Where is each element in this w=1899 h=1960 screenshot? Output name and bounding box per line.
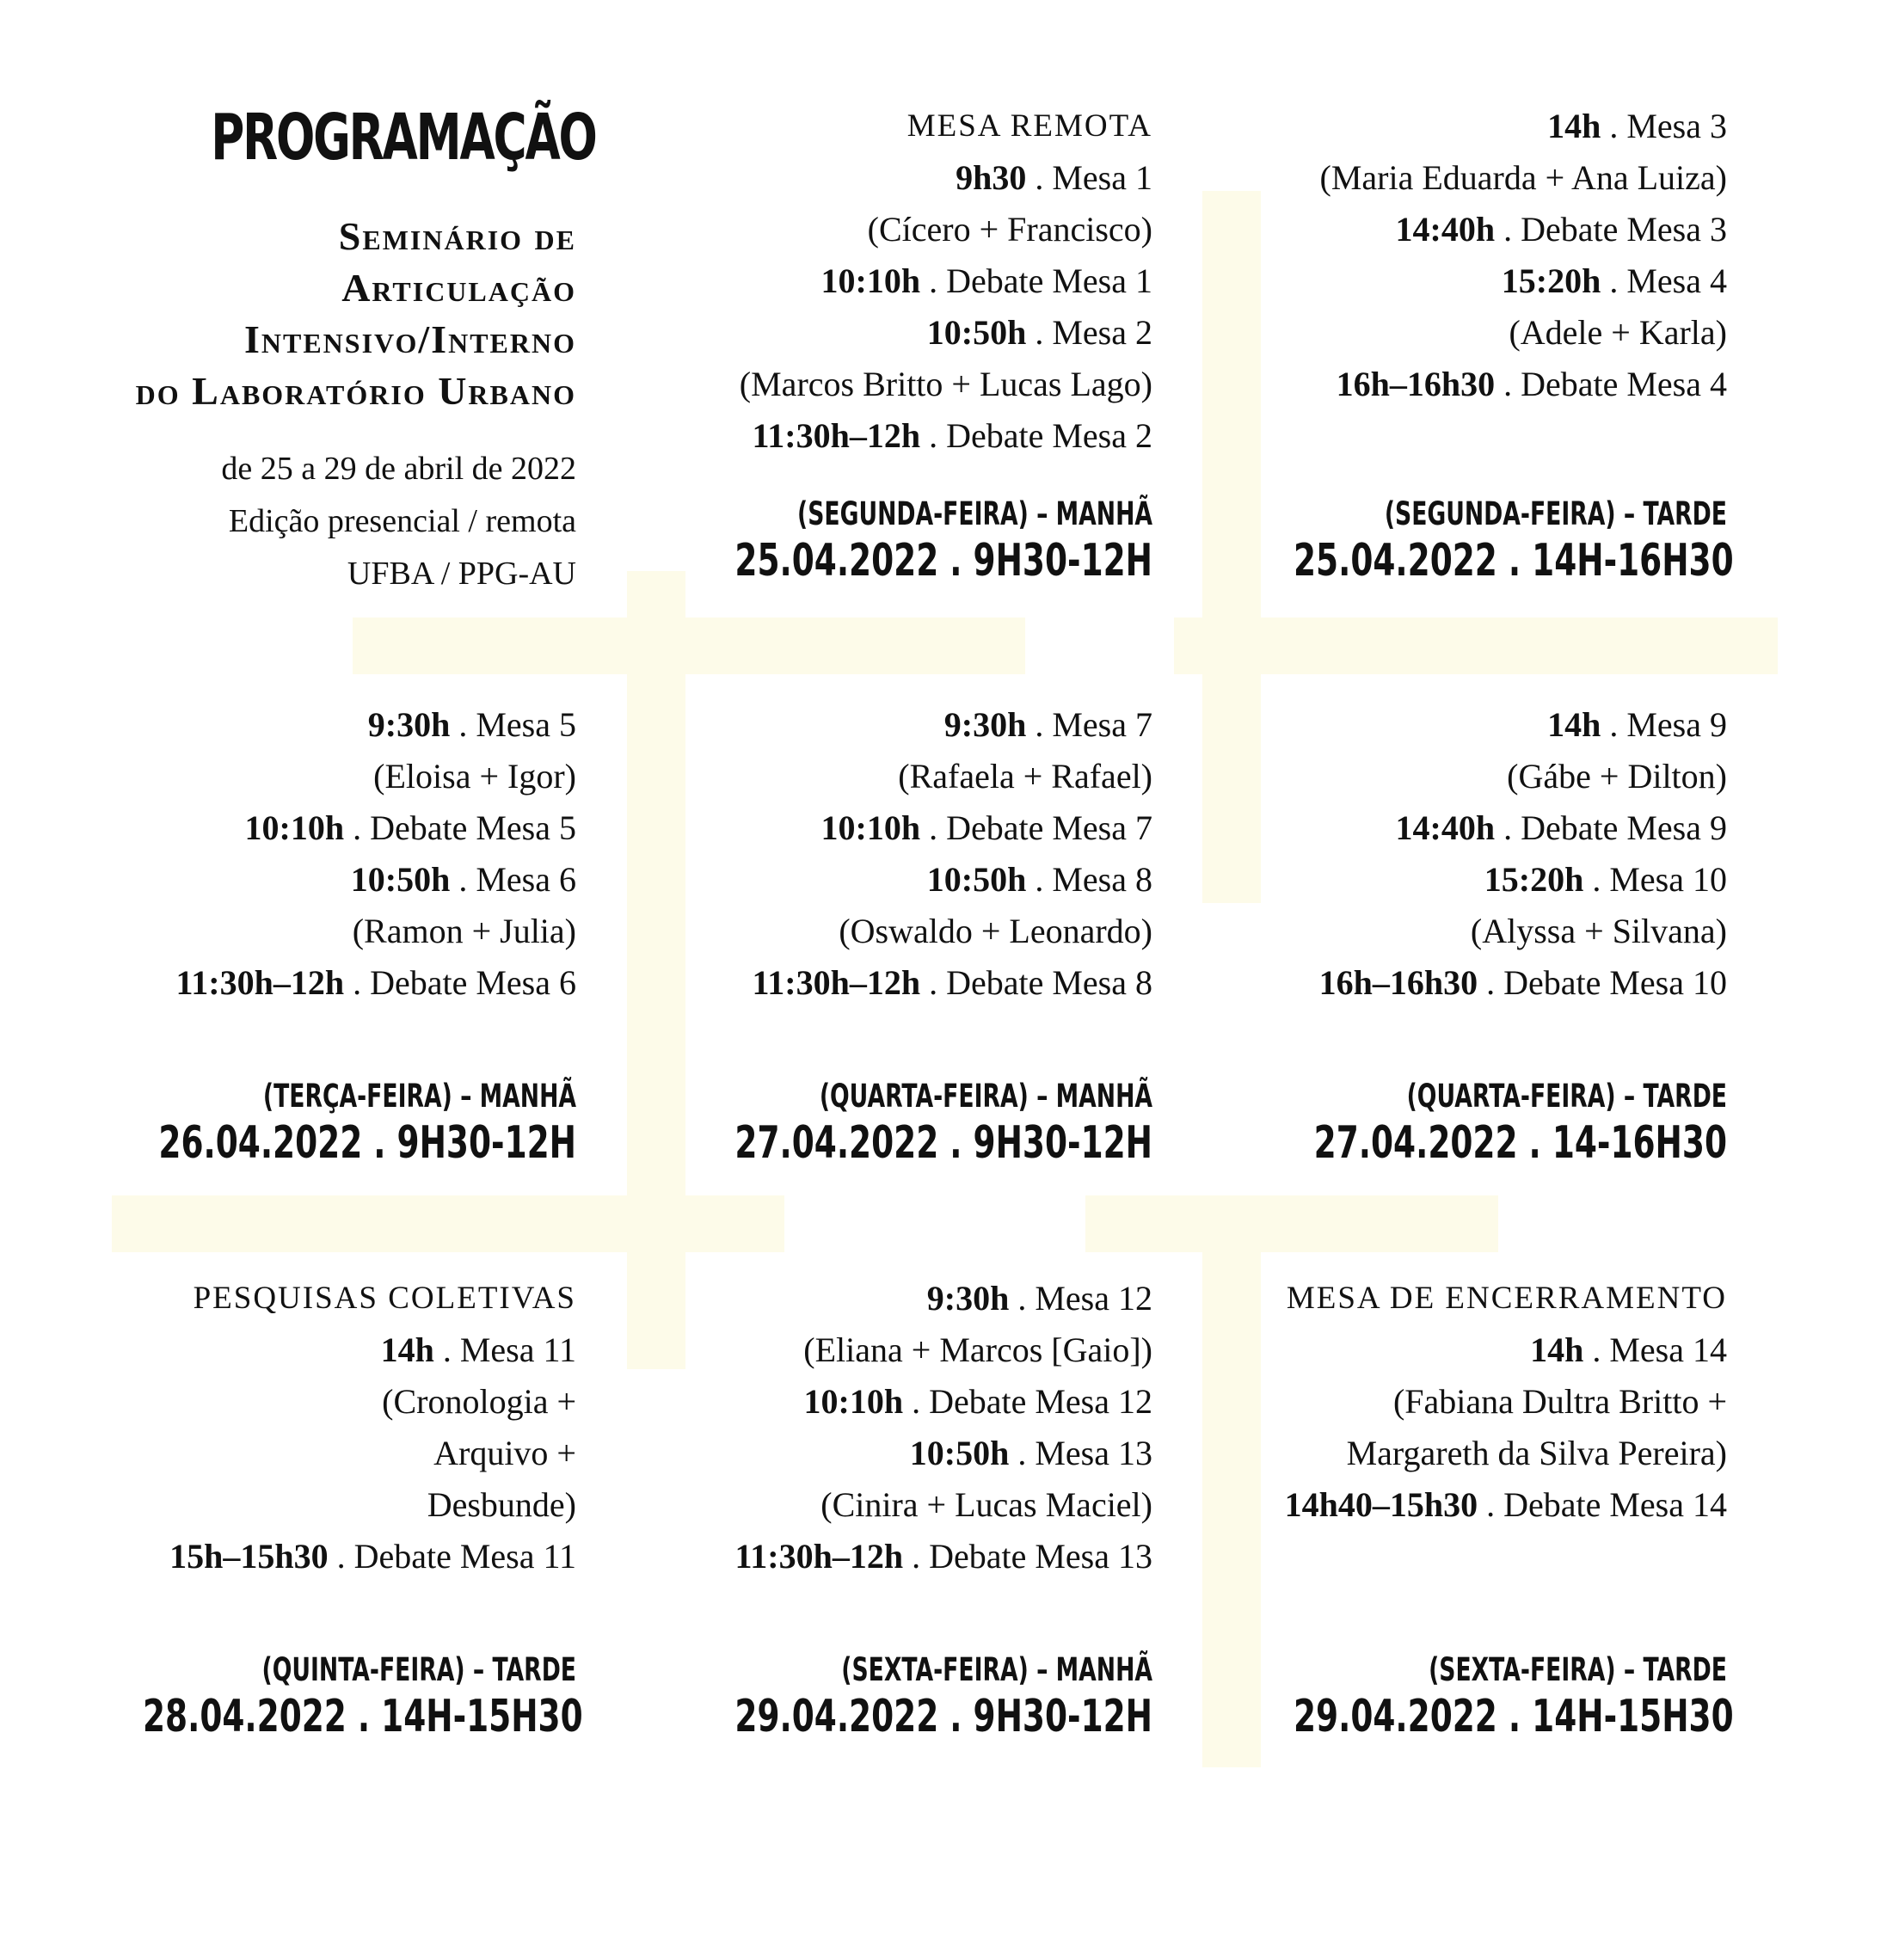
schedule-line — [60, 957, 576, 1009]
schedule-line — [60, 1428, 576, 1479]
schedule-text: (Cinira + Lucas Maciel) — [820, 1485, 1152, 1524]
session-footer — [1125, 1649, 1734, 1742]
schedule-time: 11:30h–12h — [734, 1537, 904, 1576]
schedule-line — [60, 906, 576, 957]
schedule-line — [1211, 1376, 1727, 1428]
schedule-time: 14:40h — [1395, 808, 1496, 847]
schedule-text: . Mesa 12 — [1009, 1279, 1152, 1318]
session-day-label: (SEGUNDA-FEIRA) – TARDE — [1384, 495, 1727, 532]
schedule-line — [1211, 802, 1727, 854]
schedule-time: 10:10h — [820, 808, 921, 847]
schedule-text: (Fabiana Dultra Britto + — [1392, 1382, 1727, 1421]
schedule-line — [636, 906, 1152, 957]
schedule-text: (Eliana + Marcos [Gaio]) — [803, 1330, 1152, 1369]
schedule-line — [636, 699, 1152, 751]
session-day-label: (QUARTA-FEIRA) – TARDE — [1406, 1078, 1727, 1115]
session-footer — [550, 493, 1152, 586]
session-footer — [1125, 1075, 1727, 1168]
schedule-text: . Debate Mesa 4 — [1495, 365, 1727, 403]
schedule-time: 9:30h — [943, 705, 1027, 744]
schedule-line — [60, 1376, 576, 1428]
schedule-line — [636, 957, 1152, 1009]
session-heading: MESA DE ENCERRAMENTO — [1286, 1281, 1727, 1316]
schedule-line — [1211, 152, 1727, 204]
seminar-title-line: Seminário de — [338, 214, 576, 258]
schedule-line — [1211, 699, 1727, 751]
schedule-text: . Debate Mesa 6 — [344, 963, 576, 1002]
schedule-line — [60, 802, 576, 854]
session-schedule — [60, 699, 576, 1009]
schedule-text: (Oswaldo + Leonardo) — [839, 912, 1152, 950]
schedule-time: 14h — [380, 1330, 434, 1369]
session-heading: PESQUISAS COLETIVAS — [193, 1281, 576, 1316]
schedule-text: (Gábe + Dilton) — [1507, 757, 1727, 796]
schedule-line — [1211, 307, 1727, 359]
schedule-line — [1211, 1479, 1727, 1531]
schedule-line — [60, 1324, 576, 1376]
schedule-text: Margareth da Silva Pereira) — [1346, 1434, 1727, 1472]
session-date-label: 25.04.2022 . 14H-16H30 — [1294, 535, 1734, 587]
schedule-time: 10:50h — [909, 1434, 1010, 1472]
schedule-text: . Debate Mesa 3 — [1495, 210, 1727, 249]
schedule-time: 14h — [1547, 705, 1601, 744]
session-footer — [0, 1649, 583, 1742]
schedule-text: . Mesa 10 — [1583, 860, 1727, 899]
schedule-line — [636, 854, 1152, 906]
session-date-label: 27.04.2022 . 14-16H30 — [1313, 1117, 1727, 1169]
schedule-line — [636, 255, 1152, 307]
schedule-text: (Alyssa + Silvana) — [1470, 912, 1727, 950]
schedule-line — [1211, 854, 1727, 906]
schedule-text: (Rafaela + Rafael) — [898, 757, 1152, 796]
schedule-text: . Mesa 3 — [1601, 107, 1727, 145]
schedule-time: 9h30 — [956, 158, 1027, 197]
schedule-time: 15:20h — [1484, 860, 1584, 899]
session-date-label: 25.04.2022 . 9H30-12H — [734, 535, 1152, 587]
schedule-time: 10:10h — [820, 261, 921, 300]
schedule-text: . Debate Mesa 9 — [1495, 808, 1727, 847]
session-date-label: 26.04.2022 . 9H30-12H — [158, 1117, 576, 1169]
schedule-text: . Mesa 9 — [1601, 705, 1727, 744]
schedule-line — [636, 307, 1152, 359]
schedule-time: 14:40h — [1395, 210, 1496, 249]
event-info — [69, 443, 576, 600]
schedule-text: . Debate Mesa 13 — [903, 1537, 1152, 1576]
decor-cross-left-horizontal — [353, 617, 1025, 674]
schedule-text: . Mesa 14 — [1583, 1330, 1727, 1369]
schedule-line — [1211, 204, 1727, 255]
schedule-text: . Mesa 13 — [1009, 1434, 1152, 1472]
schedule-line — [636, 1376, 1152, 1428]
schedule-time: 10:10h — [244, 808, 345, 847]
session-day-label: (QUINTA-FEIRA) – TARDE — [261, 1651, 576, 1688]
session-day-label: (TERÇA-FEIRA) – MANHÃ — [262, 1078, 576, 1115]
schedule-text: (Cronologia + — [382, 1382, 576, 1421]
session-schedule — [60, 1273, 576, 1582]
session-schedule — [1211, 699, 1727, 1009]
session-heading: MESA REMOTA — [906, 108, 1152, 144]
schedule-time: 10:50h — [350, 860, 451, 899]
schedule-text: . Mesa 5 — [450, 705, 576, 744]
schedule-text: . Mesa 6 — [450, 860, 576, 899]
decor-cross-bottom-right-horizontal — [1085, 1195, 1498, 1252]
seminar-title-line: Intensivo/Interno — [243, 317, 576, 361]
page-title: PROGRAMAÇÃO — [211, 101, 596, 175]
schedule-line — [636, 204, 1152, 255]
schedule-line — [636, 410, 1152, 462]
schedule-line — [636, 359, 1152, 410]
schedule-line — [636, 152, 1152, 204]
schedule-time: 11:30h–12h — [752, 963, 921, 1002]
schedule-text: Desbunde) — [427, 1485, 576, 1524]
schedule-time: 14h — [1547, 107, 1601, 145]
session-day-label: (SEXTA-FEIRA) – TARDE — [1429, 1651, 1727, 1688]
schedule-time: 11:30h–12h — [752, 416, 921, 455]
schedule-line — [1211, 101, 1727, 152]
schedule-text: . Debate Mesa 1 — [920, 261, 1152, 300]
schedule-line — [636, 1324, 1152, 1376]
schedule-line — [1211, 255, 1727, 307]
session-footer — [550, 1649, 1152, 1742]
schedule-text: . Debate Mesa 10 — [1478, 963, 1727, 1002]
schedule-time: 16h–16h30 — [1336, 365, 1496, 403]
session-schedule — [636, 1273, 1152, 1582]
decor-cross-bottom-left-horizontal — [112, 1195, 784, 1252]
schedule-line — [636, 802, 1152, 854]
session-schedule — [1211, 101, 1727, 410]
event-venue: UFBA / PPG-AU — [347, 556, 576, 592]
seminar-title — [69, 211, 576, 417]
schedule-text: . Debate Mesa 7 — [920, 808, 1152, 847]
schedule-text: (Maria Eduarda + Ana Luiza) — [1319, 158, 1727, 197]
session-schedule — [636, 101, 1152, 462]
session-day-label: (SEGUNDA-FEIRA) – MANHÃ — [797, 495, 1152, 532]
schedule-time: 11:30h–12h — [175, 963, 345, 1002]
schedule-text: Arquivo + — [433, 1434, 576, 1472]
schedule-text: . Mesa 2 — [1026, 313, 1152, 352]
schedule-line — [636, 1479, 1152, 1531]
schedule-line — [636, 1428, 1152, 1479]
schedule-text: . Debate Mesa 11 — [328, 1537, 576, 1576]
schedule-text: . Debate Mesa 2 — [920, 416, 1152, 455]
schedule-line — [60, 699, 576, 751]
session-date-label: 29.04.2022 . 9H30-12H — [734, 1691, 1152, 1742]
session-footer — [550, 1075, 1152, 1168]
schedule-text: (Eloisa + Igor) — [373, 757, 576, 796]
seminar-title-line: Articulação — [341, 266, 576, 310]
schedule-text: . Mesa 8 — [1026, 860, 1152, 899]
schedule-line — [1211, 957, 1727, 1009]
session-date-label: 28.04.2022 . 14H-15H30 — [142, 1691, 583, 1742]
intro-block — [69, 99, 596, 600]
schedule-text: (Marcos Britto + Lucas Lago) — [739, 365, 1152, 403]
decor-cross-right-horizontal — [1174, 617, 1778, 674]
schedule-line — [60, 1531, 576, 1582]
schedule-text: . Debate Mesa 14 — [1478, 1485, 1727, 1524]
session-date-label: 29.04.2022 . 14H-15H30 — [1294, 1691, 1734, 1742]
session-schedule — [1211, 1273, 1727, 1531]
schedule-line — [636, 751, 1152, 802]
event-edition: Edição presencial / remota — [228, 503, 576, 539]
seminar-title-line: do Laboratório Urbano — [135, 369, 576, 413]
session-day-label: (SEXTA-FEIRA) – MANHÃ — [841, 1651, 1152, 1688]
schedule-line — [1211, 1324, 1727, 1376]
schedule-line — [60, 854, 576, 906]
schedule-time: 16h–16h30 — [1318, 963, 1478, 1002]
session-schedule — [636, 699, 1152, 1009]
schedule-time: 15:20h — [1501, 261, 1601, 300]
schedule-time: 14h — [1530, 1330, 1584, 1369]
schedule-line — [636, 1531, 1152, 1582]
schedule-text: (Cícero + Francisco) — [867, 210, 1152, 249]
schedule-line — [1211, 359, 1727, 410]
session-footer — [0, 1075, 576, 1168]
schedule-line — [1211, 906, 1727, 957]
schedule-line — [1211, 751, 1727, 802]
schedule-text: (Adele + Karla) — [1509, 313, 1727, 352]
schedule-time: 10:50h — [926, 860, 1027, 899]
schedule-time: 9:30h — [926, 1279, 1010, 1318]
schedule-text: . Mesa 4 — [1601, 261, 1727, 300]
schedule-time: 14h40–15h30 — [1284, 1485, 1478, 1524]
schedule-text: . Mesa 1 — [1026, 158, 1152, 197]
session-date-label: 27.04.2022 . 9H30-12H — [734, 1117, 1152, 1169]
schedule-text: . Debate Mesa 8 — [920, 963, 1152, 1002]
schedule-text: . Mesa 7 — [1026, 705, 1152, 744]
schedule-time: 9:30h — [367, 705, 451, 744]
event-dates: de 25 a 29 de abril de 2022 — [221, 451, 576, 487]
schedule-line — [636, 1273, 1152, 1324]
schedule-line — [60, 1479, 576, 1531]
schedule-text: . Mesa 11 — [433, 1330, 576, 1369]
schedule-text: (Ramon + Julia) — [352, 912, 576, 950]
schedule-text: . Debate Mesa 5 — [344, 808, 576, 847]
schedule-line — [60, 751, 576, 802]
schedule-line — [1211, 1428, 1727, 1479]
schedule-text: . Debate Mesa 12 — [903, 1382, 1152, 1421]
schedule-time: 10:10h — [803, 1382, 904, 1421]
schedule-time: 15h–15h30 — [169, 1537, 329, 1576]
session-day-label: (QUARTA-FEIRA) – MANHÃ — [819, 1078, 1152, 1115]
schedule-time: 10:50h — [926, 313, 1027, 352]
session-footer — [1125, 493, 1734, 587]
